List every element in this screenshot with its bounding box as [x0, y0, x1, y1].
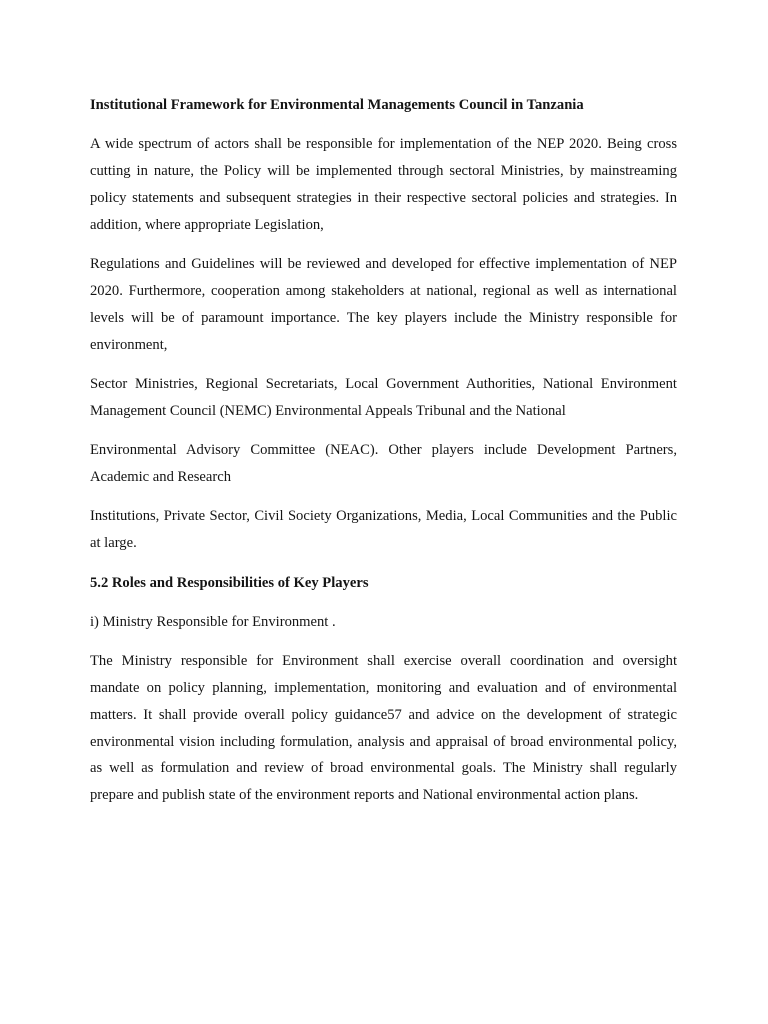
document-page — [90, 92, 677, 822]
paragraph-sector-ministries: Sector Ministries, Regional Secretariats, Local Government Authorities, National Environment Management Council (NEMC) Environmental Appeals Tribunal and the National — [90, 375, 677, 419]
paragraph-institutions: Institutions, Private Sector, Civil Society Organizations, Media, Local Communities and the Public at large. — [90, 508, 677, 552]
paragraph-advisory-committee: Environmental Advisory Committee (NEAC). Other players include Development Partners, Academic and Research — [90, 442, 677, 485]
subsection-heading: i) Ministry Responsible for Environment . — [90, 613, 336, 630]
paragraph-ministry-role: The Ministry responsible for Environment shall exercise overall coordination and oversight mandate on policy planning, implementation, monitoring and evaluation and of environmental matters. It shall provide overall policy guidance57 and advice on the development of strategic environmental vision including formulation, analysis and appraisal of broad environmental policy, as well as formulation and review of broad environmental goals. The Ministry shall regularly prepare and publish state of the environment reports and National environmental action plans. — [90, 653, 677, 804]
paragraph-actors: A wide spectrum of actors shall be responsible for implementation of the NEP 2020. Being cross cutting in nature, the Policy will be implemented through sectoral Ministries, by mainstreaming policy statements and subsequent strategies in their respective sectoral policies and strategies. In addition, where appropriate Legislation, — [90, 136, 677, 233]
section-heading: 5.2 Roles and Responsibilities of Key Players — [90, 574, 369, 591]
paragraph-regulations: Regulations and Guidelines will be reviewed and developed for effective implementation of NEP 2020. Furthermore, cooperation among stakeholders at national, regional as well as international levels will be of paramount importance. The key players include the Ministry responsible for environment, — [90, 256, 677, 353]
document-title: Institutional Framework for Environmental Managements Council in Tanzania — [90, 97, 584, 113]
